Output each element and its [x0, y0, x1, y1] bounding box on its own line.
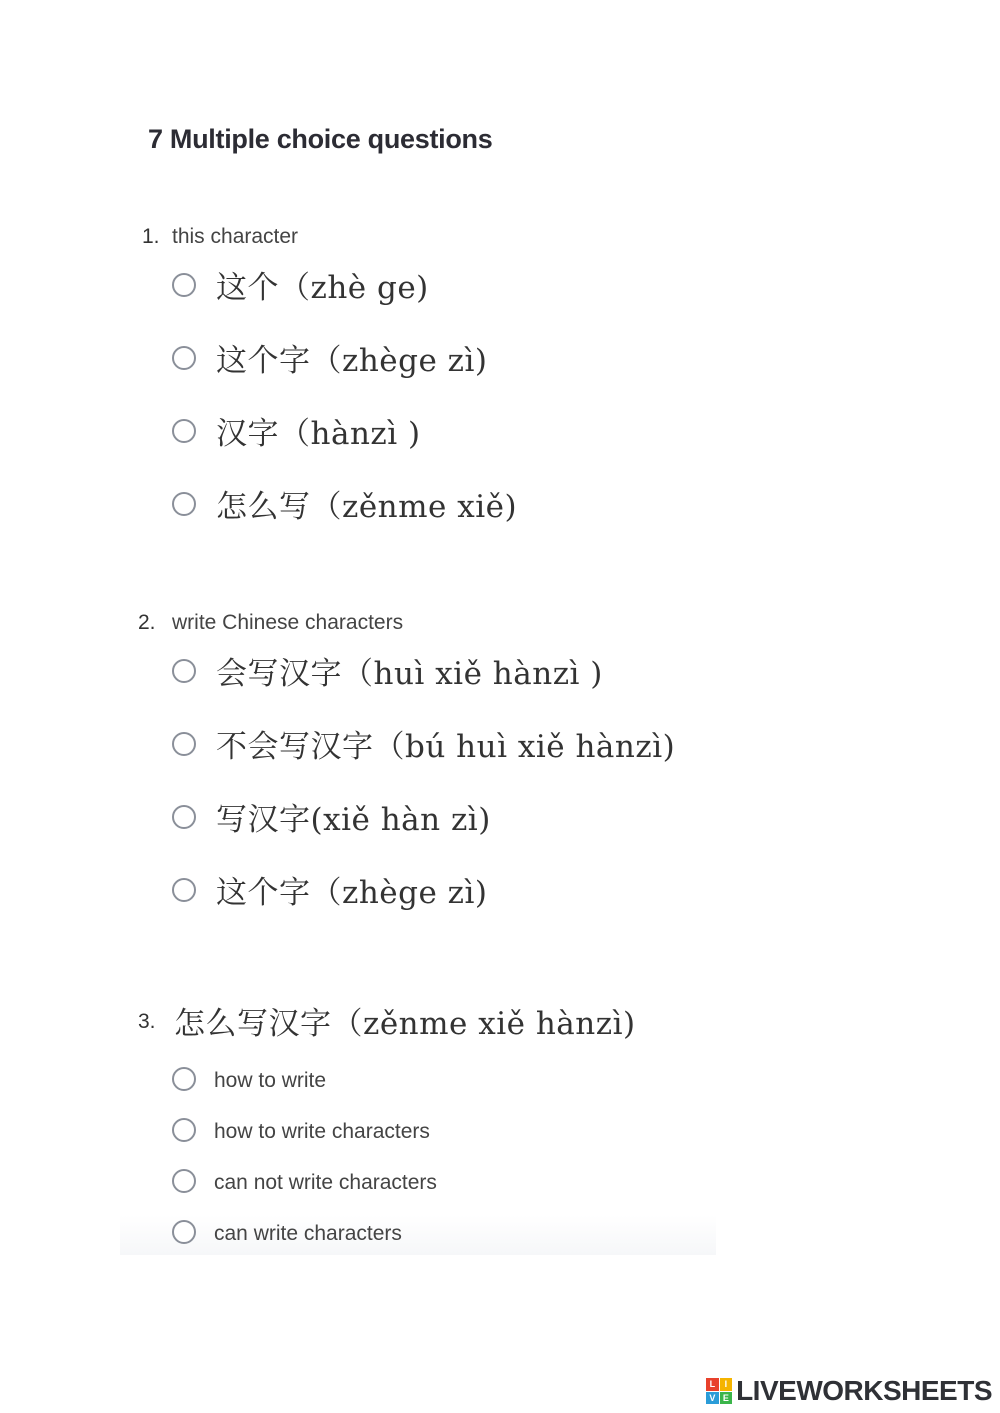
brand-name: LIVEWORKSHEETS: [736, 1375, 992, 1406]
page-title: 7 Multiple choice questions: [148, 124, 493, 154]
question-1-option-4[interactable]: [172, 489, 518, 525]
option-label: how to write: [214, 1069, 327, 1092]
option-label: how to write characters: [214, 1120, 430, 1143]
radio-button[interactable]: [172, 805, 196, 829]
radio-button[interactable]: [172, 659, 196, 683]
option-label: 这个字（zhège zì): [216, 343, 488, 379]
logo-letter-l: L: [706, 1378, 719, 1391]
option-label: 这个（zhè ge): [216, 270, 429, 306]
question-2-option-3[interactable]: [172, 802, 491, 838]
option-label: 汉字（hànzì ): [216, 416, 421, 452]
logo-letter-e: E: [720, 1392, 733, 1405]
radio-button[interactable]: [172, 732, 196, 756]
question-3-option-2[interactable]: [172, 1118, 430, 1144]
radio-button[interactable]: [172, 878, 196, 902]
question-3-option-4[interactable]: [172, 1220, 402, 1246]
question-1-number: 1.: [142, 225, 160, 248]
option-label: 不会写汉字（bú huì xiě hànzì): [216, 729, 676, 765]
option-label: can write characters: [214, 1222, 402, 1245]
question-1-prompt: this character: [172, 225, 299, 248]
option-label: 怎么写（zěnme xiě): [216, 489, 518, 525]
radio-button[interactable]: [172, 1067, 196, 1091]
logo-letter-i: I: [720, 1378, 733, 1391]
question-1-option-3[interactable]: [172, 416, 421, 452]
radio-button[interactable]: [172, 492, 196, 516]
question-3-option-1[interactable]: [172, 1067, 326, 1093]
option-label: 写汉字(xiě hàn zì): [216, 802, 491, 838]
option-label: 会写汉字（huì xiě hànzì ): [216, 656, 603, 692]
liveworksheets-brand[interactable]: [706, 1375, 992, 1407]
question-2-number: 2.: [138, 611, 156, 634]
liveworksheets-logo-icon: [706, 1378, 732, 1404]
option-label: can not write characters: [214, 1171, 437, 1194]
radio-button[interactable]: [172, 346, 196, 370]
radio-button[interactable]: [172, 1169, 196, 1193]
question-2-option-1[interactable]: [172, 656, 603, 692]
radio-button[interactable]: [172, 273, 196, 297]
question-2-prompt: write Chinese characters: [172, 611, 404, 634]
question-1-option-2[interactable]: [172, 343, 488, 379]
question-2-option-4[interactable]: [172, 875, 488, 911]
logo-letter-v: V: [706, 1392, 719, 1405]
question-3-number: 3.: [138, 1010, 156, 1033]
radio-button[interactable]: [172, 1118, 196, 1142]
question-3-option-3[interactable]: [172, 1169, 437, 1195]
option-label: 这个字（zhège zì): [216, 875, 488, 911]
radio-button[interactable]: [172, 419, 196, 443]
question-2-option-2[interactable]: [172, 729, 676, 765]
radio-button[interactable]: [172, 1220, 196, 1244]
question-1-option-1[interactable]: [172, 270, 429, 306]
question-3-prompt: 怎么写汉字（zěnme xiě hànzì): [174, 1006, 636, 1042]
